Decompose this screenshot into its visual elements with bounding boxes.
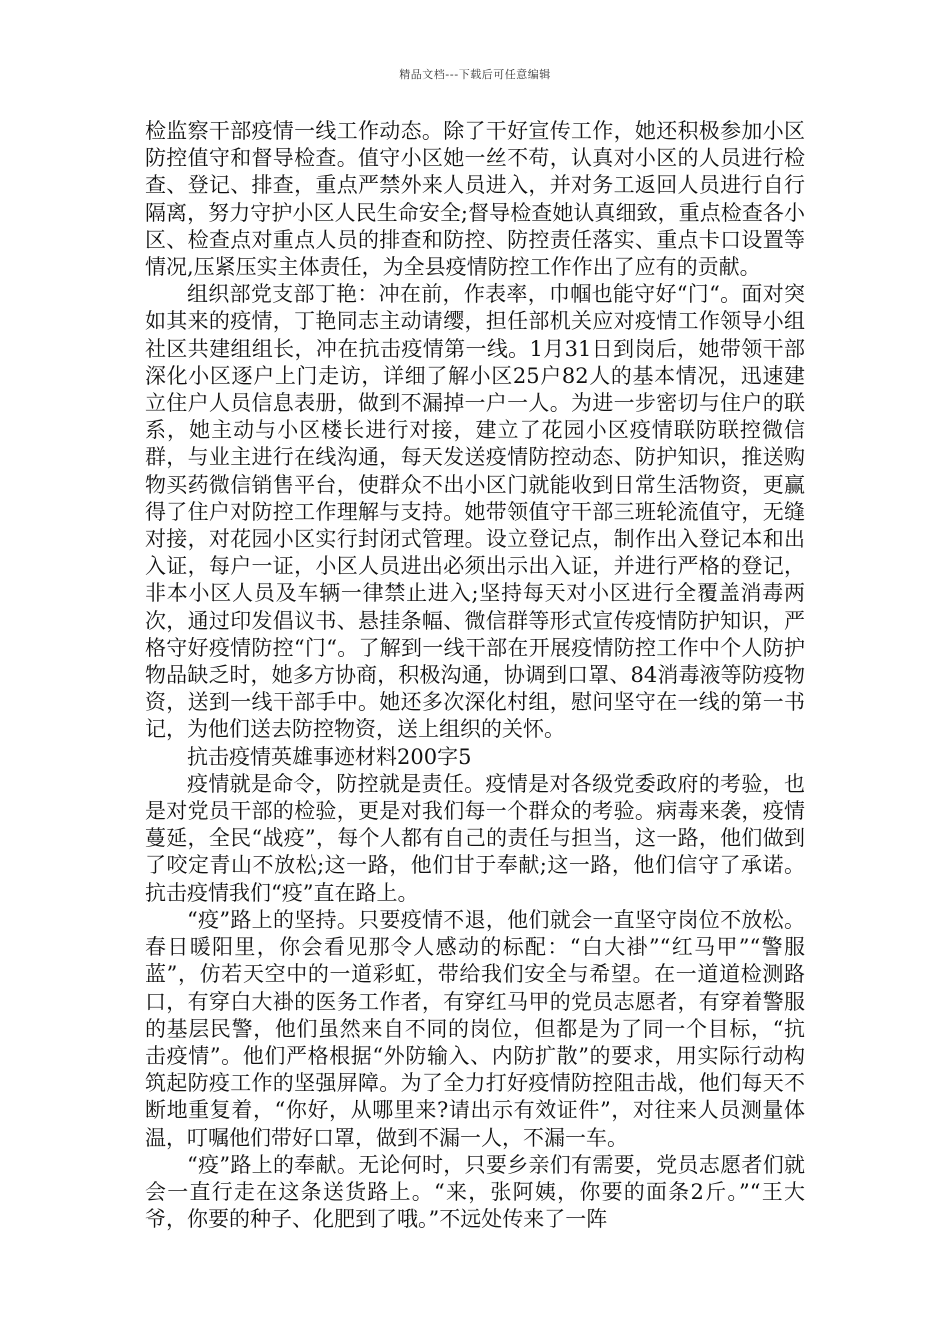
section-heading: 抗击疫情英雄事迹材料200字5	[187, 744, 472, 769]
page-header: 精品文档---下载后可任意编辑	[399, 68, 551, 81]
paragraph-1: 检监察干部疫情一线工作动态。除了干好宣传工作，她还积极参加小区防控值守和督导检查。值守小区她一丝不苟，认真对小区的人员进行检查、登记、排查，重点严禁外来人员进入，并对务工返回人员进行自行隔离，努力守护小区人民生命安全;督导检查她认真细致，重点检查各小区、检查点对重点人员的排查和防控、防控责任落实、重点卡口设置等情况,压紧压实主体责任，为全县疫情防控工作作出了应有的贡献。	[145, 119, 805, 280]
paragraph-3: 疫情就是命令，防控就是责任。疫情是对各级党委政府的考验，也是对党员干部的检验，更是对我们每一个群众的考验。病毒来袭，疫情蔓延，全民“战疫”，每个人都有自己的责任与担当，这一路，他们做到了咬定青山不放松;这一路，他们甘于奉献;这一路，他们信守了承诺。抗击疫情我们“疫”直在路上。	[145, 771, 805, 905]
paragraph-4: “疫”路上的坚持。只要疫情不退，他们就会一直坚守岗位不放松。春日暖阳里，你会看见那令人感动的标配：“白大褂”“红马甲”“警服蓝”，仿若天空中的一道彩虹，带给我们安全与希望。在一道道检测路口，有穿白大褂的医务工作者，有穿红马甲的党员志愿者，有穿着警服的基层民警，他们虽然来自不同的岗位，但都是为了同一个目标，“抗击疫情”。他们严格根据“外防输入、内防扩散”的要求，用实际行动构筑起防疫工作的坚强屏障。为了全力打好疫情防控阻击战，他们每天不断地重复着，“你好，从哪里来?请出示有效证件”，对往来人员测量体温，叮嘱他们带好口罩，做到不漏一人，不漏一车。	[145, 907, 805, 1150]
document-body	[145, 118, 805, 1233]
paragraph-5: “疫”路上的奉献。无论何时，只要乡亲们有需要，党员志愿者们就会一直行走在这条送货路上。“来，张阿姨，你要的面条2斤。”“王大爷，你要的种子、化肥到了哦。”不远处传来了一阵	[145, 1152, 805, 1232]
paragraph-2: 组织部党支部丁艳：冲在前，作表率，巾帼也能守好“门“。面对突如其来的疫情，丁艳同志主动请缨，担任部机关应对疫情工作领导小组社区共建组组长，冲在抗击疫情第一线。1月31日到岗后，她带领干部深化小区逐户上门走访，详细了解小区25户82人的基本情况，迅速建立住户人员信息表册，做到不漏掉一户一人。为进一步密切与住户的联系，她主动与小区楼长进行对接，建立了花园小区疫情联防联控微信群，与业主进行在线沟通，每天发送疫情防控动态、防护知识，推送购物买药微信销售平台，使群众不出小区门就能收到日常生活物资，更赢得了住户对防控工作理解与支持。她带领值守干部三班轮流值守，无缝对接，对花园小区实行封闭式管理。设立登记点，制作出入登记本和出入证，每户一证，小区人员进出必须出示出入证，并进行严格的登记，非本小区人员及车辆一律禁止进入;坚持每天对小区进行全覆盖消毒两次，通过印发倡议书、悬挂条幅、微信群等形式宣传疫情防护知识，严格守好疫情防控“门“。了解到一线干部在开展疫情防控工作中个人防护物品缺乏时，她多方协商，积极沟通，协调到口罩、84消毒液等防疫物资，送到一线干部手中。她还多次深化村组，慰问坚守在一线的第一书记，为他们送去防控物资，送上组织的关怀。	[145, 282, 805, 742]
